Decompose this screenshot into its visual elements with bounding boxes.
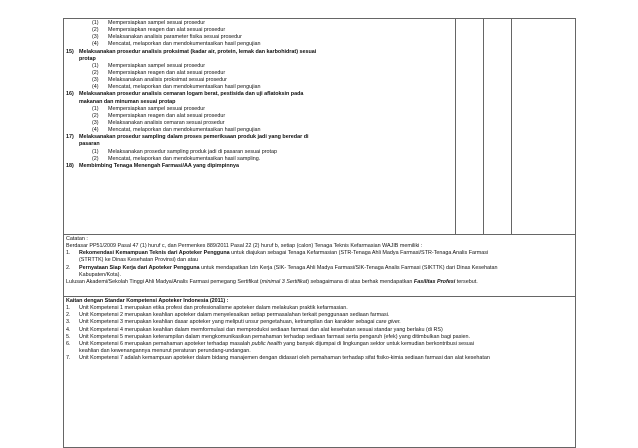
kaitan-title: Kaitan dengan Standar Kompetensi Apoteker Indonesia (2011) : xyxy=(66,298,229,304)
kaitan-item-text: Unit Kompetensi 7 adalah kemampuan apoteker dalam bidang manajemen dengan didasari oleh pemahaman terhadap sifat fisiko-kimia sediaan farmasi dan alat kesehatan xyxy=(79,355,490,362)
sub-item-number: (1) xyxy=(92,105,99,112)
empty-cell xyxy=(512,19,576,235)
kaitan-item-text: Unit Kompetensi 5 merupakan keterampilan dalam mengkomunikasikan pemahaman terhadap sediaan farmasi serta pengaruh (efek) yang ditimbulkan bagi pasien. xyxy=(79,333,471,340)
sub-item xyxy=(66,156,453,163)
main-item-number: 17) xyxy=(66,134,74,141)
sub-item xyxy=(66,77,453,84)
kaitan-item xyxy=(66,312,573,319)
kaitan-item xyxy=(66,341,573,348)
main-item-number: 15) xyxy=(66,48,74,55)
sub-item-number: (3) xyxy=(92,34,99,41)
kaitan-item-text-2: yang banyak dijumpai di lingkungan sektor untuk kemudian berkontribusi sesuai xyxy=(281,340,474,347)
sub-item-number: (2) xyxy=(92,27,99,34)
main-item-continuation: pasaran xyxy=(79,141,100,148)
bold-italic-text: Fasilitas Profesi xyxy=(413,278,456,285)
kaitan-item xyxy=(66,355,573,362)
sub-item xyxy=(66,63,453,70)
text: tersebut. xyxy=(455,278,478,285)
kaitan-item xyxy=(66,305,573,312)
empty-cell xyxy=(456,19,484,235)
catatan-title: Catatan : xyxy=(66,236,88,242)
kaitan-item-number: 4. xyxy=(66,326,71,333)
point-text: untuk diajukan sebagai Tenaga Kefarmasian (STR-Tenaga Ahli Madya Farmasi/STR-Tenaga Analis Farmasi xyxy=(229,250,489,257)
main-item-text: Membimbing Tenaga Menengah Farmasi/AA yang dipimpinnya xyxy=(79,162,239,169)
sub-item-text: Mencatat, melaporkan dan mendokumentasikan hasil pengujian xyxy=(108,84,261,91)
kaitan-item-number: 2. xyxy=(66,312,71,319)
kaitan-item-italic: care giver. xyxy=(375,319,401,326)
sub-item xyxy=(66,20,453,27)
catatan-block xyxy=(64,235,575,286)
sub-item-text: Melaksanakan analisis parameter fisika sesuai prosedur xyxy=(108,34,242,41)
kaitan-item xyxy=(66,327,573,334)
sub-item-text: Mencatat, melaporkan dan mendokumentasikan hasil pengujian xyxy=(108,127,261,134)
table-row xyxy=(64,297,576,448)
catatan-point-2 xyxy=(66,265,573,272)
main-item-number: 18) xyxy=(66,162,74,169)
main-item xyxy=(66,163,453,170)
sub-item-text: Melaksanakan prosedur sampling produk jadi di pasaran sesuai protap xyxy=(108,148,278,155)
kaitan-item-text: Unit Kompetensi 6 merupakan pemahaman apoteker terhadap masalah xyxy=(79,340,252,347)
sub-item-number: (2) xyxy=(92,155,99,162)
catatan-point-2-cont: Kabupaten/Kota). xyxy=(79,271,121,278)
main-item-text: Melaksanakan prosedur sampling dalam proses pemeriksaan produk jadi yang beredar di xyxy=(79,134,309,141)
sub-item xyxy=(66,149,453,156)
point-number: 1. xyxy=(66,250,71,257)
point-number: 2. xyxy=(66,264,71,271)
kaitan-item-text: Unit Kompetensi 4 merupakan keahlian dalam memformulasi dan memproduksi sediaan farmasi dan alat kesehatan sesuai standar yang berlaku (di RS) xyxy=(79,326,443,333)
sub-item xyxy=(66,106,453,113)
kaitan-item xyxy=(66,319,573,326)
sub-item xyxy=(66,41,453,48)
sub-item-number: (4) xyxy=(92,41,99,48)
sub-item-number: (4) xyxy=(92,127,99,134)
main-item-number: 16) xyxy=(66,91,74,98)
sub-item-text: Mempersiapkan sampel sesuai prosedur xyxy=(108,105,206,112)
kaitan-item-number: 1. xyxy=(66,305,71,312)
sub-item xyxy=(66,120,453,127)
kaitan-item xyxy=(66,334,573,341)
catatan-point-1 xyxy=(66,250,573,257)
kaitan-item-italic: public health xyxy=(251,340,282,347)
main-item xyxy=(66,134,453,141)
sub-item-number: (1) xyxy=(92,148,99,155)
kaitan-item-number: 7. xyxy=(66,355,71,362)
kaitan-item-text: Unit Kompetensi 2 merupakan keahlian apoteker dalam menyelesaikan setiap permasalahan terkait penggunaan sediaan farmasi. xyxy=(79,312,390,319)
main-item-text: Melaksanakan prosedur analisis proksimat (kadar air, protein, lemak dan karbohidrat) sesuai xyxy=(79,48,317,55)
sub-item-number: (1) xyxy=(92,62,99,69)
sub-item-text: Melaksanakan analisis cemaran sesuai prosedur xyxy=(108,119,225,126)
sub-item xyxy=(66,113,453,120)
text: Lulusan Akademi/Sekolah Tinggi Ahli Madya/Analis Farmasi pemegang Sertifikat ( xyxy=(66,278,262,285)
table-row xyxy=(64,235,576,297)
main-item-continuation: makanan dan minuman sesuai protap xyxy=(79,98,176,105)
sub-item xyxy=(66,127,453,134)
point-bold-text: Pernyataan Siap Kerja dari Apoteker Pengguna xyxy=(79,264,200,271)
sub-item-number: (2) xyxy=(92,112,99,119)
catatan-cell xyxy=(64,235,576,297)
competency-items-list xyxy=(64,19,455,170)
competency-table xyxy=(63,18,576,448)
sub-item xyxy=(66,34,453,41)
main-item-continuation: protap xyxy=(79,55,96,62)
sub-item-text: Mencatat, melaporkan dan mendokumentasikan hasil pengujian xyxy=(108,41,261,48)
sub-item-number: (4) xyxy=(92,84,99,91)
sub-item xyxy=(66,84,453,91)
sub-item-text: Melaksanakan analisis proksimat sesuai prosedur xyxy=(108,77,227,84)
sub-item-text: Mempersiapkan reagen dan alat sesuai prosedur xyxy=(108,112,226,119)
kaitan-item-number: 6. xyxy=(66,340,71,347)
kaitan-item-text: Unit Kompetensi 1 merupakan etika profesi dan profesionalisme apoteker dalam melakukan praktik kefarmasian. xyxy=(79,305,348,312)
kaitan-item-number: 5. xyxy=(66,333,71,340)
kaitan-item-text: Unit Kompetensi 3 merupakan keahlian dasar apoteker yang meliputi unsur pengetahuan, ketrampilan dan karakter sebagai xyxy=(79,319,376,326)
sub-item xyxy=(66,27,453,34)
sub-item-text: Mempersiapkan sampel sesuai prosedur xyxy=(108,62,206,69)
italic-text: minimal 3 Sertifikat xyxy=(261,278,308,285)
sub-item-number: (2) xyxy=(92,69,99,76)
sub-item-text: Mempersiapkan reagen dan alat sesuai prosedur xyxy=(108,69,226,76)
main-item xyxy=(66,91,453,98)
kaitan-item-continuation: keahlian dan kewenangannya menurut peraturan perundang-undangan. xyxy=(79,347,251,354)
table-row xyxy=(64,19,576,235)
empty-cell xyxy=(484,19,512,235)
sub-item-text: Mencatat, melaporkan dan mendokumentasikan hasil sampling. xyxy=(108,155,261,162)
sub-item-text: Mempersiapkan reagen dan alat sesuai prosedur xyxy=(108,27,226,34)
kaitan-list xyxy=(66,305,573,362)
kaitan-block xyxy=(64,297,575,362)
catatan-last-line xyxy=(66,279,573,286)
point-bold-text: Rekomendasi Kemampuan Teknis dari Apoteker Pengguna xyxy=(79,250,230,257)
competency-items-cell xyxy=(64,19,456,235)
sub-item-number: (3) xyxy=(92,77,99,84)
sub-item-number: (1) xyxy=(92,20,99,26)
kaitan-cell xyxy=(64,297,576,448)
main-item-text: Melaksanakan prosedur analisis cemaran logam berat, pestisida dan uji aflatoksin pada xyxy=(79,91,304,98)
main-item xyxy=(66,49,453,56)
catatan-intro: Berdasar PP51/2009 Pasal 47 (1) huruf c, dan Permenkes 889/2011 Pasal 22 (2) huruf b, setiap (calon) Tenaga Teknis Kefarmasian WAJIB memiliki : xyxy=(66,243,423,250)
sub-item-number: (3) xyxy=(92,119,99,126)
kaitan-item-number: 3. xyxy=(66,319,71,326)
catatan-point-1-cont: (STRTTK) ke Dinas Kesehatan Provinsi) dan atau xyxy=(79,257,199,264)
sub-item-text: Mempersiapkan sampel sesuai prosedur xyxy=(108,20,206,26)
point-text: untuk mendapatkan Izin Kerja (SIK- Tenaga Ahli Madya Farmasi/SIK-Tenaga Analis Farmasi (SIKTTK) dari Dinas Kesehatan xyxy=(199,264,498,271)
sub-item xyxy=(66,70,453,77)
text: ) sebagaimana di atas berhak mendapatkan xyxy=(307,278,414,285)
